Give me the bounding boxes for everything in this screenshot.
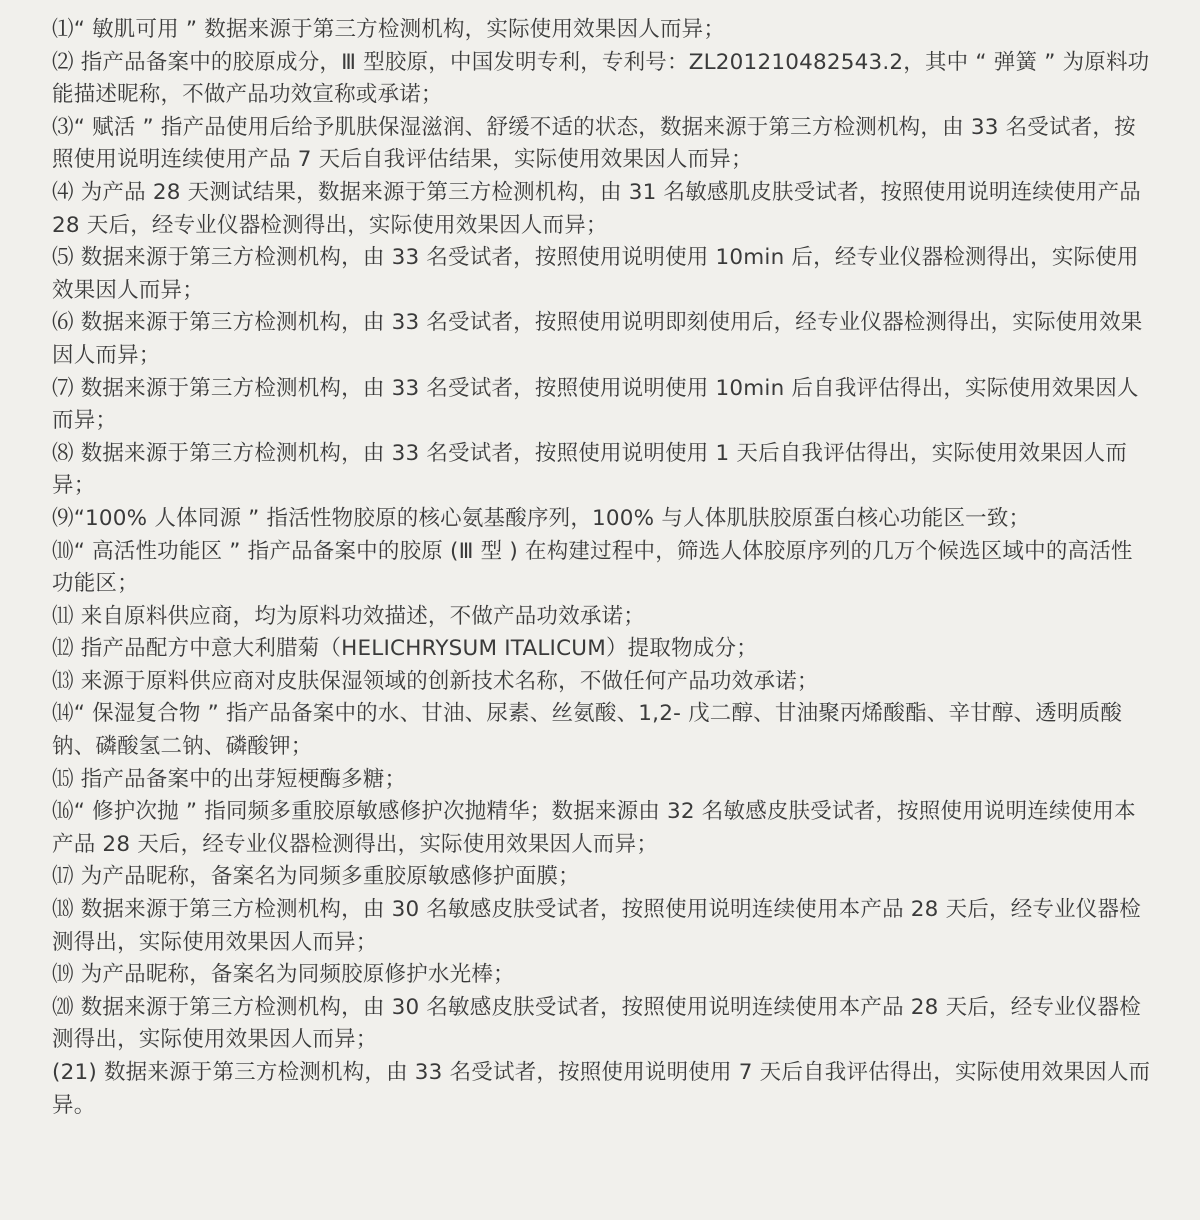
footnote-11: ⑾ 来自原料供应商，均为原料功效描述，不做产品功效承诺；: [52, 603, 645, 629]
footnote-5: ⑸ 数据来源于第三方检测机构，由 33 名受试者，按照使用说明使用 10min 后，经专业仪器检测得出，实际使用效果因人而异；: [52, 245, 1139, 303]
footnote-16: ⒃“ 修护次抛 ” 指同频多重胶原敏感修护次抛精华；数据来源由 32 名敏感皮肤受试者，按照使用说明连续使用本产品 28 天后，经专业仪器检测得出，实际使用效果因人而异；: [52, 799, 1136, 857]
footnote-18: ⒅ 数据来源于第三方检测机构，由 30 名敏感皮肤受试者，按照使用说明连续使用本产品 28 天后，经专业仪器检测得出，实际使用效果因人而异；: [52, 897, 1141, 955]
footnote-10: ⑽“ 高活性功能区 ” 指产品备案中的胶原 (Ⅲ 型 ) 在构建过程中，筛选人体胶原序列的几万个候选区域中的高活性功能区；: [52, 538, 1133, 597]
footnote-3: ⑶“ 赋活 ” 指产品使用后给予肌肤保湿滋润、舒缓不适的状态，数据来源于第三方检测机构，由 33 名受试者，按照使用说明连续使用产品 7 天后自我评估结果，实际使用效果因人而异；: [52, 114, 1136, 173]
footnote-14: ⒁“ 保湿复合物 ” 指产品备案中的水、甘油、尿素、丝氨酸、1,2- 戊二醇、甘油聚丙烯酸酯、辛甘醇、透明质酸钠、磷酸氢二钠、磷酸钾；: [52, 701, 1123, 760]
footnote-12: ⑿ 指产品配方中意大利腊菊（HELICHRYSUM ITALICUM）提取物成分；: [52, 636, 758, 662]
footnote-17: ⒄ 为产品昵称，备案名为同频多重胶原敏感修护面膜；: [52, 864, 580, 890]
footnote-15: ⒂ 指产品备案中的出芽短梗酶多糖；: [52, 766, 407, 792]
footnote-7: ⑺ 数据来源于第三方检测机构，由 33 名受试者，按照使用说明使用 10min 后自我评估得出，实际使用效果因人而异；: [52, 375, 1139, 434]
footnote-8: ⑻ 数据来源于第三方检测机构，由 33 名受试者，按照使用说明使用 1 天后自我评估得出，实际使用效果因人而异；: [52, 440, 1128, 499]
footnote-2: ⑵ 指产品备案中的胶原成分，Ⅲ 型胶原，中国发明专利，专利号：ZL201210482543.2，其中 “ 弹簧 ” 为原料功能描述昵称，不做产品功效宣称或承诺；: [52, 49, 1150, 108]
footnote-4: ⑷ 为产品 28 天测试结果，数据来源于第三方检测机构，由 31 名敏感肌皮肤受试者，按照使用说明连续使用产品 28 天后，经专业仪器检测得出，实际使用效果因人而异；: [52, 179, 1141, 238]
footnotes-document: [52, 14, 1152, 1122]
footnote-9: ⑼“100% 人体同源 ” 指活性物胶原的核心氨基酸序列，100% 与人体肌肤胶原蛋白核心功能区一致；: [52, 505, 1031, 531]
footnote-13: ⒀ 来源于原料供应商对皮肤保湿领域的创新技术名称，不做任何产品功效承诺；: [52, 668, 819, 694]
footnote-1: ⑴“ 敏肌可用 ” 数据来源于第三方检测机构，实际使用效果因人而异；: [52, 17, 726, 42]
footnote-20: ⒇ 数据来源于第三方检测机构，由 30 名敏感皮肤受试者，按照使用说明连续使用本产品 28 天后，经专业仪器检测得出，实际使用效果因人而异；: [52, 994, 1141, 1053]
footnote-19: ⒆ 为产品昵称，备案名为同频胶原修护水光棒；: [52, 962, 515, 988]
footnote-21: (21) 数据来源于第三方检测机构，由 33 名受试者，按照使用说明使用 7 天后自我评估得出，实际使用效果因人而异。: [52, 1060, 1151, 1118]
footnote-6: ⑹ 数据来源于第三方检测机构，由 33 名受试者，按照使用说明即刻使用后，经专业仪器检测得出，实际使用效果因人而异；: [52, 310, 1143, 368]
